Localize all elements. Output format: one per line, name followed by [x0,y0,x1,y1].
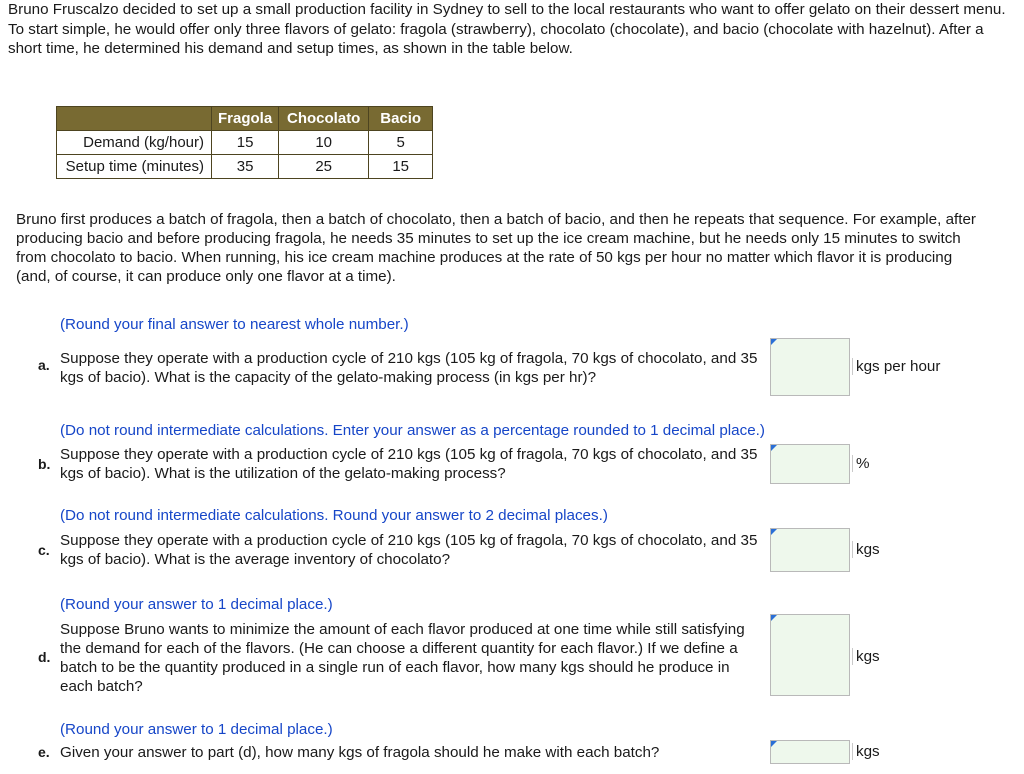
answer-b-input[interactable] [770,444,850,484]
column-header: Chocolato [279,107,369,131]
table-cell: 25 [279,155,369,179]
row-label: Demand (kg/hour) [57,131,212,155]
problem-paragraph: Bruno first produces a batch of fragola, then a batch of chocolato, then a batch of bacio, and then he repeats that sequence. For example, after producing bacio and before producing fragola, he needs 35 minutes to set up the ice cream machine, but he needs only 15 minutes to switch from chocolato to bacio. When running, his ice cream machine produces at the rate of 50 kgs per hour no matter which flavor it is producing (and, of course, it can produce only one flavor at a time). [16,211,976,285]
question-e-text: Given your answer to part (d), how many kgs of fragola should he make with each batch? [60,744,660,761]
table-cell: 35 [212,155,279,179]
column-header: Fragola [212,107,279,131]
table-header-row [57,107,433,131]
question-c-text: Suppose they operate with a production cycle of 210 kgs (105 kg of fragola, 70 kgs of chocolato, and 35 kgs of bacio). What is the average inventory of chocolato? [60,532,758,568]
question-a-hint: (Round your final answer to nearest whole number.) [60,316,409,333]
question-b-letter: b. [38,456,51,472]
table-cell: 10 [279,131,369,155]
question-a-text: Suppose they operate with a production cycle of 210 kgs (105 kg of fragola, 70 kgs of chocolato, and 35 kgs of bacio). What is the capacity of the gelato-making process (in kgs per hr)? [60,350,758,386]
table-row [57,155,433,179]
answer-e-unit: kgs [852,743,880,760]
table-row [57,131,433,155]
answer-b-unit: % [852,455,870,472]
question-c-hint: (Do not round intermediate calculations. Round your answer to 2 decimal places.) [60,507,608,524]
answer-a-unit: kgs per hour [852,358,940,375]
question-d-hint: (Round your answer to 1 decimal place.) [60,596,333,613]
question-e-hint: (Round your answer to 1 decimal place.) [60,721,333,738]
column-header: Bacio [369,107,433,131]
problem-intro: Bruno Fruscalzo decided to set up a small production facility in Sydney to sell to the local restaurants who want to offer gelato on their dessert menu. To start simple, he would offer only three flavors of gelato: fragola (strawberry), chocolato (chocolate), and bacio (chocolate with hazelnut). After a short time, he determined his demand and setup times, as shown in the table below. [8,1,1006,57]
demand-setup-table [56,106,433,179]
table-cell: 15 [212,131,279,155]
question-d-letter: d. [38,649,51,665]
question-a-letter: a. [38,357,50,373]
answer-c-input[interactable] [770,528,850,572]
table-cell: 15 [369,155,433,179]
question-e-letter: e. [38,744,50,760]
answer-d-input[interactable] [770,614,850,696]
answer-c-unit: kgs [852,541,880,558]
question-b-text: Suppose they operate with a production cycle of 210 kgs (105 kg of fragola, 70 kgs of chocolato, and 35 kgs of bacio). What is the utilization of the gelato-making process? [60,446,758,482]
question-b-hint: (Do not round intermediate calculations. Enter your answer as a percentage rounded to 1 decimal place.) [60,422,765,439]
answer-d-unit: kgs [852,648,880,665]
answer-e-input[interactable] [770,740,850,764]
answer-a-input[interactable] [770,338,850,396]
table-cell: 5 [369,131,433,155]
table-corner-cell [57,107,212,131]
row-label: Setup time (minutes) [57,155,212,179]
question-d-text: Suppose Bruno wants to minimize the amount of each flavor produced at one time while still satisfying the demand for each of the flavors. (He can choose a different quantity for each flavor.) If we define a batch to be the quantity produced in a single run of each flavor, how many kgs should he produce in each batch? [60,621,745,695]
question-c-letter: c. [38,542,50,558]
